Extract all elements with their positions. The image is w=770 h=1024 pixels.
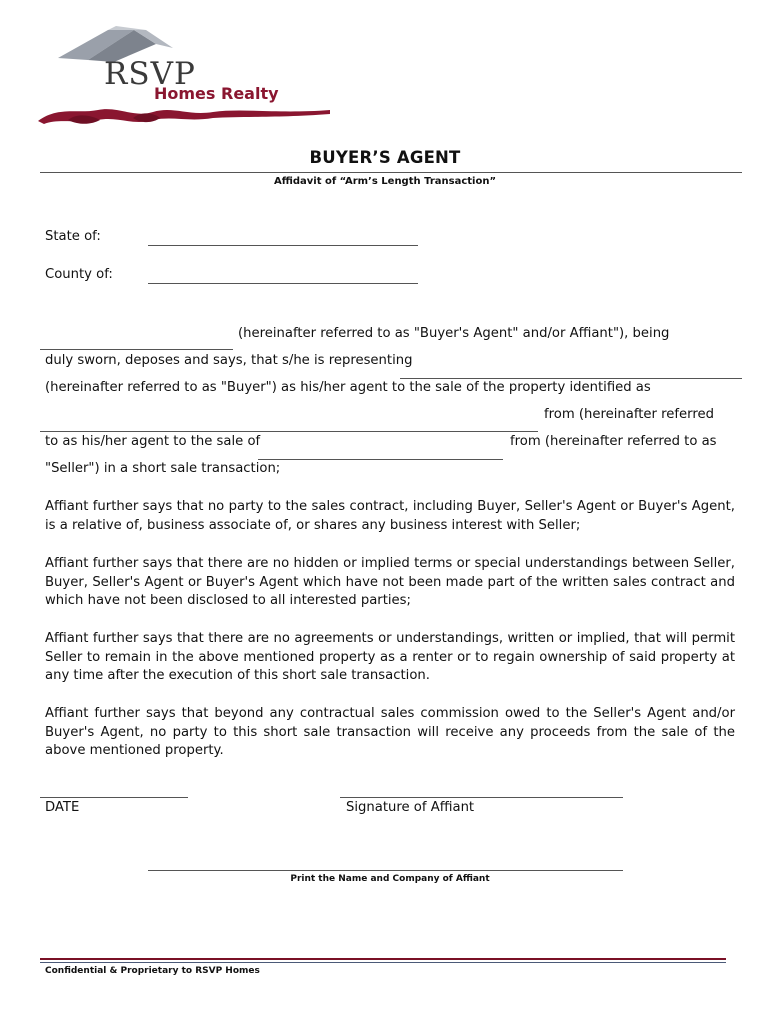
signature-line[interactable] (340, 797, 623, 798)
date-label: DATE (45, 800, 80, 815)
paragraph-4: Affiant further says that beyond any contractual sales commission owed to the Seller's Agent and/or Buyer's Agent, no party to this short sale transaction will receive any proceeds from the sale of the above mentioned property. (45, 706, 735, 758)
footer-text: Confidential & Proprietary to RSVP Homes (45, 966, 260, 976)
paragraph-1: Affiant further says that no party to the sales contract, including Buyer, Seller's Agent or Buyer's Agent, is a relative of, business associate of, or shares any business interest with Seller; (45, 499, 735, 533)
state-field-line[interactable] (148, 245, 418, 246)
body-line-1: (hereinafter referred to as "Buyer's Agent" and/or Affiant"), being (238, 326, 670, 341)
property-address-line[interactable] (40, 431, 538, 432)
logo-name-top: RSVP (104, 56, 196, 92)
footer-divider-blue (40, 962, 726, 963)
signature-label: Signature of Affiant (346, 800, 475, 815)
buyers-agent-name-line[interactable] (40, 349, 233, 350)
body-line-2: duly sworn, deposes and says, that s/he is representing (45, 353, 413, 368)
paragraph-2: Affiant further says that there are no hidden or implied terms or special understandings between Seller, Buyer, Seller's Agent or Buyer's Agent which have not been made part of the written sales contract and which have not been disclosed to all interested parties; (45, 556, 735, 608)
state-label: State of: (45, 229, 101, 244)
county-field-line[interactable] (148, 283, 418, 284)
paragraph-3: Affiant further says that there are no agreements or understandings, written or implied, that will permit Seller to remain in the above mentioned property as a renter or to regain ownership of said property at any time after the execution of this short sale transaction. (45, 631, 735, 683)
body-line-5b: from (hereinafter referred to as (510, 434, 717, 449)
footer-divider-red (40, 958, 726, 960)
title-divider (40, 172, 742, 173)
body-line-6: "Seller") in a short sale transaction; (45, 461, 281, 476)
body-line-4: from (hereinafter referred (544, 407, 714, 422)
document-title: BUYER’S AGENT (309, 148, 461, 167)
body-line-3: (hereinafter referred to as "Buyer") as his/her agent to the sale of the property identified as (45, 380, 651, 395)
date-line[interactable] (40, 797, 188, 798)
print-name-line[interactable] (148, 870, 623, 871)
company-logo (38, 26, 338, 131)
print-name-label: Print the Name and Company of Affiant (290, 874, 490, 884)
document-subtitle: Affidavit of “Arm’s Length Transaction” (273, 176, 497, 187)
buyer-name-line[interactable] (400, 378, 742, 379)
logo-name-bottom: Homes Realty (154, 84, 279, 103)
seller-agent-line[interactable] (258, 459, 503, 460)
body-line-5a: to as his/her agent to the sale of (45, 434, 261, 449)
county-label: County of: (45, 267, 113, 282)
